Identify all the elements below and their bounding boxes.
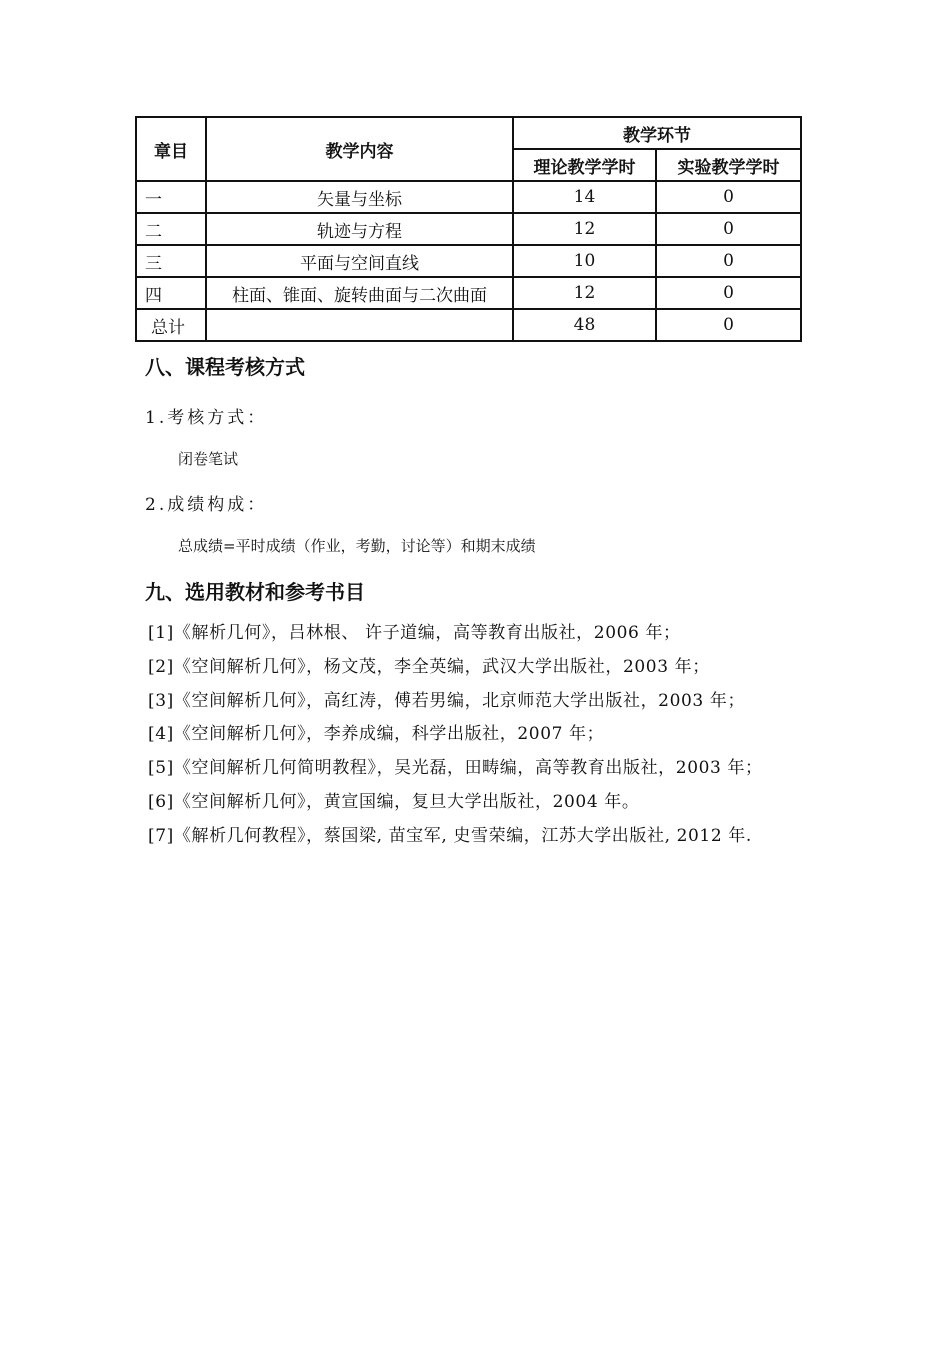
table-row: [136, 181, 801, 213]
row-lab: 0: [656, 213, 801, 245]
list-item: [6]《空间解析几何》，黄宣国编，复旦大学出版社，2004 年。: [148, 791, 640, 812]
header-theory-hours: 理论教学学时: [513, 149, 656, 181]
section-9-title: 九、选用教材和参考书目: [145, 580, 365, 604]
header-lab-hours: 实验教学学时: [656, 149, 801, 181]
list-item: [2]《空间解析几何》，杨文茂，李全英编，武汉大学出版社，2003 年；: [148, 656, 710, 677]
row-theory: 12: [513, 277, 656, 309]
row-content: [206, 309, 513, 341]
row-theory: 10: [513, 245, 656, 277]
row-lab: 0: [656, 245, 801, 277]
grade-composition-heading: 2.成绩构成：: [145, 495, 268, 515]
row-chapter: 一: [136, 181, 206, 213]
row-content: 柱面、锥面、旋转曲面与二次曲面: [206, 277, 513, 309]
row-theory: 14: [513, 181, 656, 213]
list-item: [5]《空间解析几何简明教程》，吴光磊，田畴编，高等教育出版社，2003 年；: [148, 758, 763, 779]
row-chapter: 总计: [136, 309, 206, 341]
list-item: [4]《空间解析几何》，李养成编，科学出版社，2007 年；: [148, 724, 605, 745]
row-theory: 48: [513, 309, 656, 341]
row-chapter: 二: [136, 213, 206, 245]
row-content: 矢量与坐标: [206, 181, 513, 213]
row-content: 平面与空间直线: [206, 245, 513, 277]
assessment-method-text: 闭卷笔试: [178, 450, 239, 468]
row-lab: 0: [656, 309, 801, 341]
row-lab: 0: [656, 277, 801, 309]
header-section: 教学环节: [513, 117, 801, 149]
list-item: [3]《空间解析几何》，高红涛，傅若男编，北京师范大学出版社，2003 年；: [148, 690, 746, 711]
reference-list: [148, 621, 763, 858]
row-theory: 12: [513, 213, 656, 245]
assessment-method-heading: 1.考核方式：: [145, 408, 268, 428]
table-row: [136, 277, 801, 309]
header-content: 教学内容: [206, 117, 513, 181]
table-row: [136, 213, 801, 245]
header-chapter: 章目: [136, 117, 206, 181]
row-lab: 0: [656, 181, 801, 213]
list-item: [1]《解析几何》，吕林根、 许子道编，高等教育出版社，2006 年；: [148, 623, 681, 643]
list-item: [7]《解析几何教程》，蔡国梁, 苗宝军, 史雪荣编，江苏大学出版社, 2012 年.: [148, 825, 752, 846]
grade-composition-text: 总成绩=平时成绩（作业，考勤，讨论等）和期末成绩: [178, 537, 536, 555]
row-chapter: 三: [136, 245, 206, 277]
table-row-total: [136, 309, 801, 341]
table-row: [136, 245, 801, 277]
section-8-title: 八、课程考核方式: [145, 355, 305, 379]
row-content: 轨迹与方程: [206, 213, 513, 245]
teaching-hours-table: [135, 116, 802, 342]
row-chapter: 四: [136, 277, 206, 309]
